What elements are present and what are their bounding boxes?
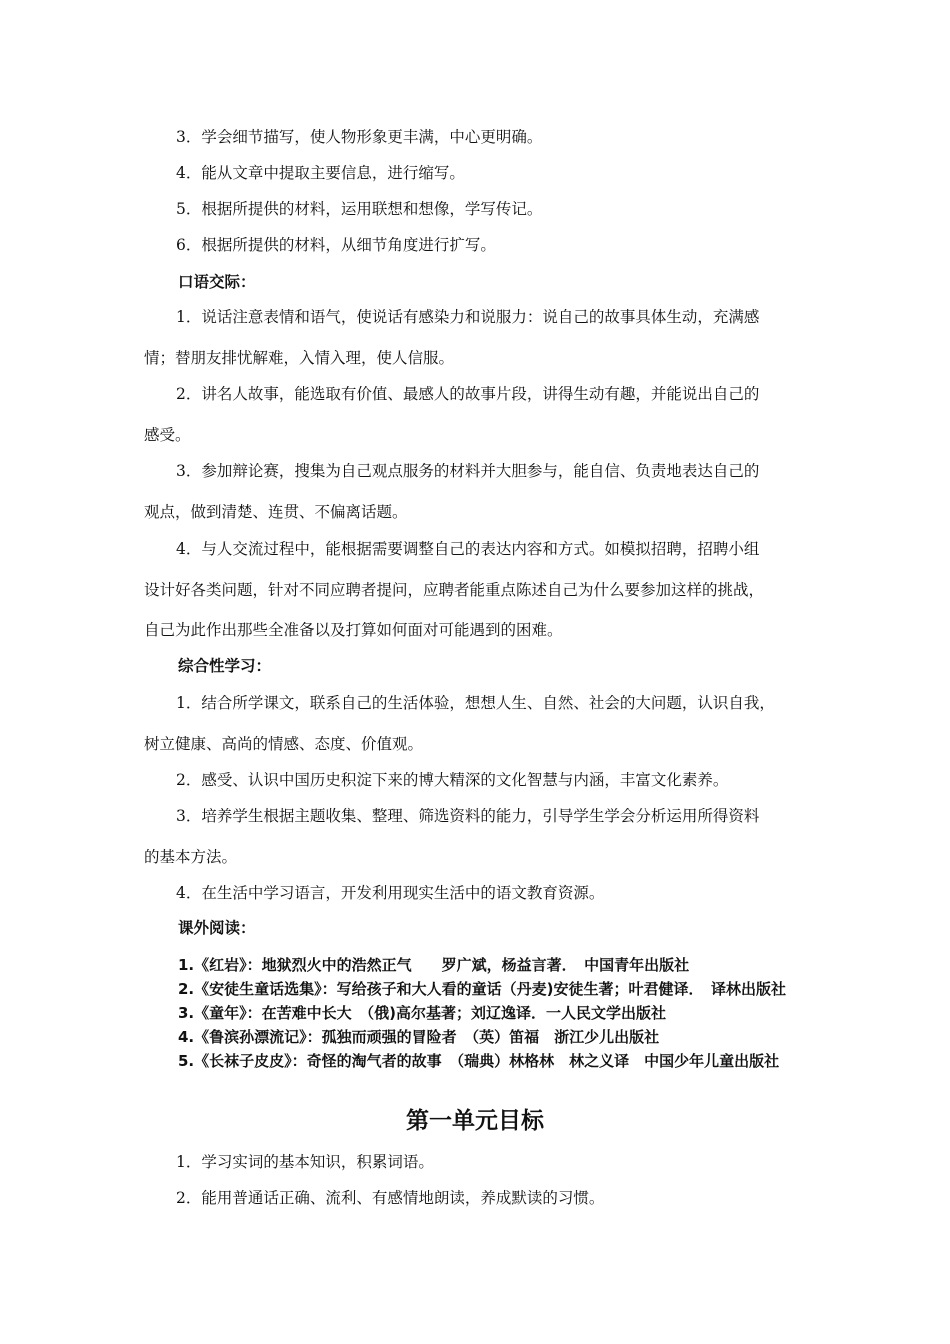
oral-line: 3．参加辩论赛，搜集为自己观点服务的材料并大胆参与，能自信、负责地表达自己的 (176, 462, 760, 480)
unit-goal: 1．学习实词的基本知识，积累词语。 (176, 1153, 434, 1171)
oral-line: 情；替朋友排忧解难，入情入理，使人信服。 (144, 349, 455, 367)
reading-item: 2.《安徒生童话选集》：写给孩子和大人看的童话（丹麦)安徒生著；叶君健译． 译林出版社 (178, 980, 786, 998)
reading-item: 5.《长袜子皮皮》：奇怪的淘气者的故事 （瑞典）林格林 林之义译 中国少年儿童出版社 (178, 1052, 780, 1070)
reading-item: 3.《童年》：在苦难中长大 （俄)高尔基著；刘辽逸译．一人民文学出版社 (178, 1004, 666, 1022)
oral-line: 感受。 (144, 426, 191, 444)
comprehensive-heading: 综合性学习： (178, 657, 272, 675)
writing-goal-5: 5．根据所提供的材料，运用联想和想像，学写传记。 (176, 200, 543, 218)
comprehensive-line: 树立健康、高尚的情感、态度、价值观。 (144, 735, 424, 753)
oral-line: 观点，做到清楚、连贯、不偏离话题。 (144, 503, 408, 521)
reading-item: 1.《红岩》：地狱烈火中的浩然正气 罗广斌，杨益言著． 中国青年出版社 (178, 956, 690, 974)
comprehensive-line: 的基本方法。 (144, 848, 238, 866)
oral-line: 1．说话注意表情和语气，使说话有感染力和说服力：说自己的故事具体生动，充满感 (176, 308, 760, 326)
comprehensive-line: 1．结合所学课文，联系自己的生活体验，想想人生、自然、社会的大问题，认识自我， (176, 694, 775, 712)
writing-goal-6: 6．根据所提供的材料，从细节角度进行扩写。 (176, 236, 496, 254)
oral-line: 2．讲名人故事，能选取有价值、最感人的故事片段，讲得生动有趣，并能说出自己的 (176, 385, 760, 403)
comprehensive-line: 4．在生活中学习语言，开发利用现实生活中的语文教育资源。 (176, 884, 605, 902)
reading-heading: 课外阅读： (178, 919, 256, 937)
oral-heading: 口语交际： (178, 273, 256, 291)
writing-goal-3: 3．学会细节描写，使人物形象更丰满，中心更明确。 (176, 128, 543, 146)
oral-line: 设计好各类问题，针对不同应聘者提问，应聘者能重点陈述自己为什么要参加这样的挑战， (144, 581, 765, 599)
unit-goal: 2．能用普通话正确、流利、有感情地朗读，养成默读的习惯。 (176, 1189, 605, 1207)
writing-goal-4: 4．能从文章中提取主要信息，进行缩写。 (176, 164, 465, 182)
oral-line: 4．与人交流过程中，能根据需要调整自己的表达内容和方式。如模拟招聘，招聘小组 (176, 540, 760, 558)
comprehensive-line: 2．感受、认识中国历史积淀下来的博大精深的文化智慧与内涵，丰富文化素养。 (176, 771, 729, 789)
comprehensive-line: 3．培养学生根据主题收集、整理、筛选资料的能力，引导学生学会分析运用所得资料 (176, 807, 760, 825)
oral-line: 自己为此作出那些全准备以及打算如何面对可能遇到的困难。 (144, 621, 563, 639)
unit-title: 第一单元目标 (406, 1108, 544, 1134)
reading-item: 4.《鲁滨孙漂流记》：孤独而顽强的冒险者 （英）笛福 浙江少儿出版社 (178, 1028, 660, 1046)
